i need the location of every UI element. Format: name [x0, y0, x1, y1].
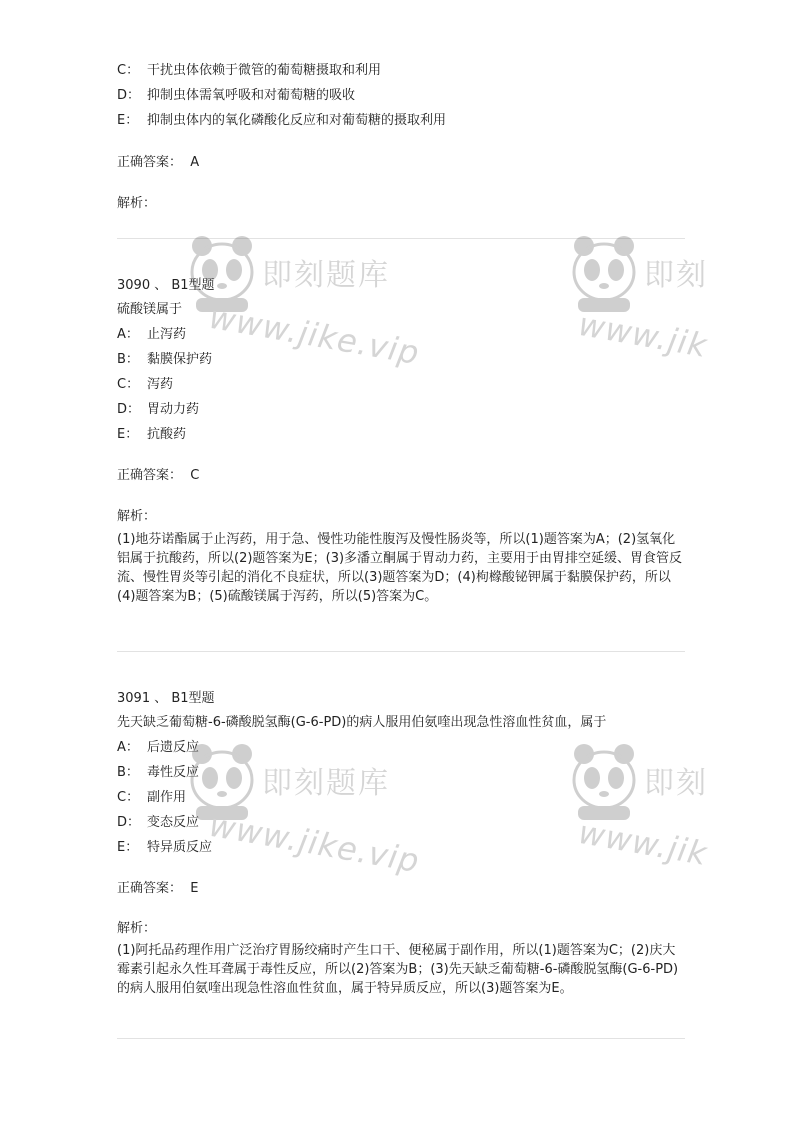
option-text: 干扰虫体依赖于微管的葡萄糖摄取和利用 — [147, 63, 382, 78]
option-letter: C： — [117, 377, 140, 392]
watermark — [188, 232, 423, 382]
option-letter: A： — [117, 327, 139, 342]
option-letter: D： — [117, 88, 141, 103]
watermark-brand: 即刻 — [644, 258, 708, 293]
option-text: 止泻药 — [147, 327, 187, 342]
watermark-url: www.jik — [575, 813, 711, 873]
watermark-url: www.jike.vip — [206, 297, 423, 373]
watermark-brand: 即刻 — [644, 766, 708, 801]
option-letter: B： — [117, 765, 139, 780]
option-letter: E： — [117, 113, 139, 128]
analysis-label: 解析： — [117, 509, 157, 524]
option-c — [117, 376, 173, 394]
option-text: 抗酸药 — [147, 427, 187, 442]
option-c — [117, 62, 381, 80]
option-letter: D： — [117, 815, 141, 830]
divider — [117, 238, 685, 239]
analysis-label: 解析： — [117, 196, 157, 211]
panda-logo-icon — [570, 742, 640, 822]
question-header: 3090 、 B1型题 — [117, 278, 215, 293]
answer-label: 正确答案： — [117, 881, 183, 896]
option-text: 后遗反应 — [147, 740, 200, 755]
option-text: 副作用 — [147, 790, 187, 805]
option-b — [117, 764, 199, 782]
option-letter: B： — [117, 352, 139, 367]
analysis-label: 解析： — [117, 921, 157, 936]
answer-value: E — [190, 881, 199, 896]
question-stem: 先天缺乏葡萄糖-6-磷酸脱氢酶(G-6-PD)的病人服用伯氨喹出现急性溶血性贫血，属于 — [117, 715, 607, 730]
answer-value: A — [190, 155, 200, 170]
correct-answer — [117, 154, 199, 172]
option-text: 胃动力药 — [147, 402, 200, 417]
option-letter: E： — [117, 427, 139, 442]
option-letter: C： — [117, 63, 140, 78]
panda-logo-icon — [188, 234, 258, 314]
answer-label: 正确答案： — [117, 468, 183, 483]
option-c — [117, 789, 186, 807]
watermark — [570, 232, 711, 382]
option-text: 黏膜保护药 — [147, 352, 213, 367]
option-letter: D： — [117, 402, 141, 417]
watermark-brand: 即刻题库 — [262, 258, 390, 293]
option-text: 毒性反应 — [147, 765, 200, 780]
option-b — [117, 351, 212, 369]
option-letter: E： — [117, 840, 139, 855]
panda-logo-icon — [570, 234, 640, 314]
option-a — [117, 739, 199, 757]
analysis-text: (1)地芬诺酯属于止泻药，用于急、慢性功能性腹泻及慢性肠炎等，所以(1)题答案为A；(2)氢氧化铝属于抗酸药，所以(2)题答案为E；(3)多潘立酮属于胃动力药，主要用于由胃排空延缓、胃食管反流、慢性胃炎等引起的消化不良症状，所以(3)题答案为D；(4)枸橼酸铋钾属于黏膜保护药，所以(4)题答案为B；(5)硫酸镁属于泻药，所以(5)答案为C。 — [117, 532, 683, 604]
analysis-text: (1)阿托品药理作用广泛治疗胃肠绞痛时产生口干、便秘属于副作用，所以(1)题答案为C；(2)庆大霉素引起永久性耳聋属于毒性反应，所以(2)答案为B；(3)先天缺乏葡萄糖-6-磷酸脱氢酶(G-6-PD)的病人服用伯氨喹出现急性溶血性贫血，属于特异质反应，所以(3)题答案为E。 — [117, 943, 679, 996]
option-text: 泻药 — [147, 377, 174, 392]
question-stem: 硫酸镁属于 — [117, 302, 183, 317]
answer-value: C — [190, 468, 200, 483]
correct-answer — [117, 467, 199, 485]
correct-answer — [117, 880, 199, 898]
watermark-brand: 即刻题库 — [262, 766, 390, 801]
option-d — [117, 401, 199, 419]
option-letter: A： — [117, 740, 139, 755]
option-text: 变态反应 — [147, 815, 200, 830]
option-letter: C： — [117, 790, 140, 805]
option-d — [117, 814, 199, 832]
watermark — [188, 740, 423, 890]
question-header: 3091 、 B1型题 — [117, 691, 215, 706]
divider — [117, 1038, 685, 1039]
watermark-url: www.jik — [575, 305, 711, 365]
option-text: 特异质反应 — [147, 840, 213, 855]
watermark-url: www.jike.vip — [206, 805, 423, 881]
divider — [117, 651, 685, 652]
option-e — [117, 426, 186, 444]
watermark — [570, 740, 711, 890]
option-a — [117, 326, 186, 344]
option-d — [117, 87, 355, 105]
answer-label: 正确答案： — [117, 155, 183, 170]
option-e — [117, 112, 446, 130]
option-e — [117, 839, 212, 857]
option-text: 抑制虫体需氧呼吸和对葡萄糖的吸收 — [147, 88, 356, 103]
option-text: 抑制虫体内的氧化磷酸化反应和对葡萄糖的摄取利用 — [147, 113, 447, 128]
